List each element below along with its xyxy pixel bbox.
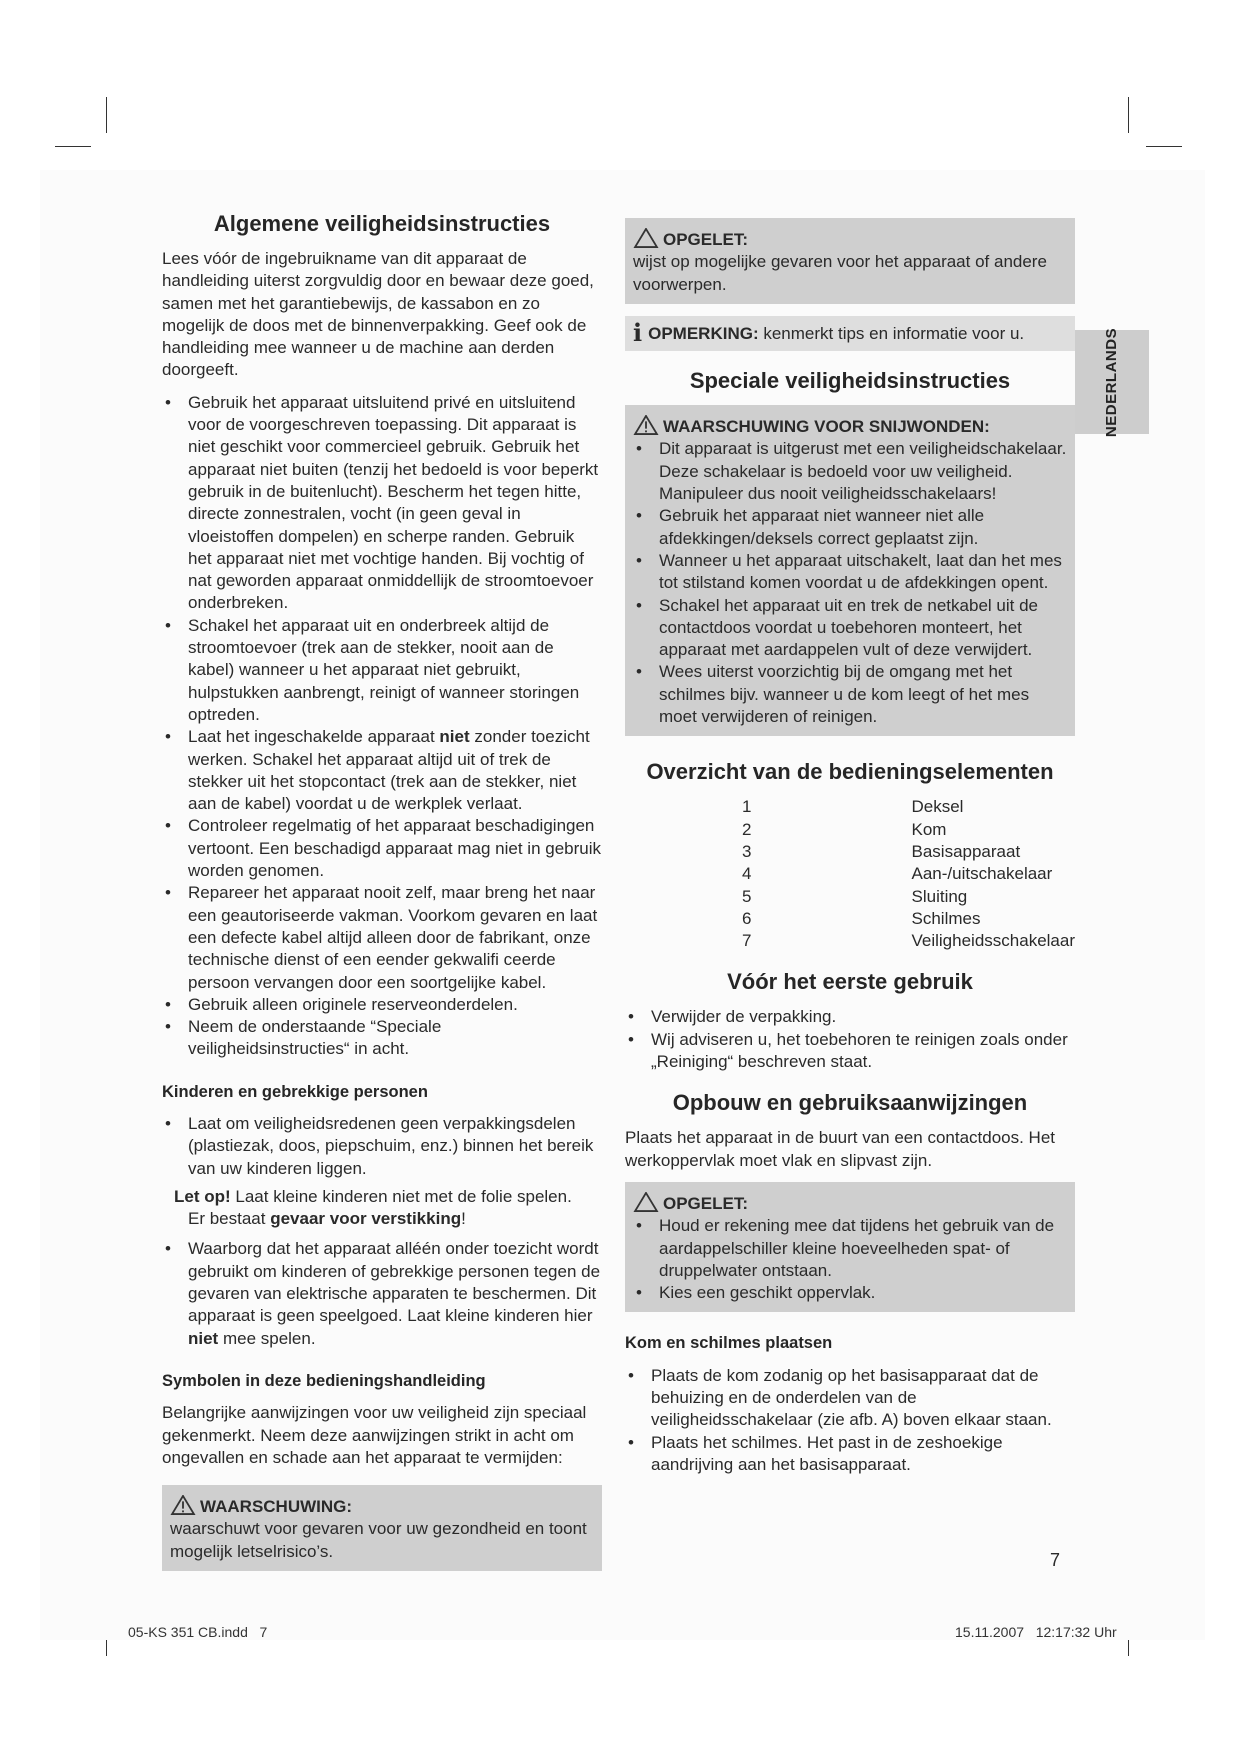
warning-box: WAARSCHUWING: waarschuwt voor gevaren voor uw gezondheid en toont mogelijk letselrisico’s. — [162, 1485, 602, 1571]
bowl-section-title: Kom en schilmes plaatsen — [625, 1334, 833, 1353]
cut-warning-box: WAARSCHUWING VOOR SNIJWONDEN: • Dit apparaat is uitgerust met een veiligheidschakelaar. Deze schakelaar is bedoeld voor uw veiligheid. Manipuleer dus nooit veiligheidsschakelaars! • Gebruik het apparaat niet wanneer niet alle afdekkingen/deksels correct geplaatst zijn. • Wanneer u het apparaat uitschakelt, laat dan het mes tot stilstand komen voordat u de afdekkingen opent. • Schakel het apparaat uit en trek de netkabel uit de contactdoos voordat u toebehoren monteert, het apparaat met aardappelen vult of deze verwijdert. • Wees uiterst voorzichtig bij de omgang met het schilmes bijv. wanneer u de kom leegt of het mes moet verwijderen of reinigen. — [625, 405, 1075, 736]
setup-paragraph: Plaats het apparaat in de buurt van een contactdoos. Het werkoppervlak moet vlak en slipvast zijn. — [625, 1128, 1056, 1170]
list-item: • Houd er rekening mee dat tijdens het gebruik van de aardappelschiller kleine hoeveelheden spat- of druppelwater ontstaan. — [636, 1216, 1055, 1280]
intro-paragraph: Lees vóór de ingebruikname van dit apparaat de handleiding uiterst zorgvuldig door en bewaar deze goed, samen met het garantiebewijs, de kassabon en zo mogelijk de doos met de binnenverpakking. Geef ook de handleiding mee wanneer u de machine aan derden doorgeeft. — [162, 249, 594, 380]
list-item: • Repareer het apparaat nooit zelf, maar breng het naar een geautoriseerde vakman. Voorkom gevaren en laat een defecte kabel altijd alleen door de fabrikant, onze technische dienst of een eender gekwalifi ceerde persoon vervangen door een soortgelijke kabel. — [165, 883, 598, 992]
list-item: • Wees uiterst voorzichtig bij de omgang met het schilmes bijv. wanneer u de kom leegt of het mes moet verwijderen of reinigen. — [636, 662, 1030, 727]
info-icon: i — [633, 317, 643, 347]
children-list — [162, 1113, 602, 1180]
page-number: 7 — [1050, 1550, 1061, 1570]
list-item: • Dit apparaat is uitgerust met een veiligheidschakelaar. Deze schakelaar is bedoeld voor uw veiligheid. Manipuleer dus nooit veiligheidsschakelaars! — [636, 439, 1067, 504]
caution-text: wijst op mogelijke gevaren voor het apparaat of andere voorwerpen. — [633, 252, 1047, 294]
table-row: 4 Aan-/uitschakelaar — [742, 864, 1053, 884]
symbols-paragraph: Belangrijke aanwijzingen voor uw veiligheid zijn speciaal gekenmerkt. Neem deze aanwijzingen strikt in acht om ongevallen en schade aan het apparaat te vermijden: — [162, 1403, 587, 1467]
list-item: • Schakel het apparaat uit en trek de netkabel uit de contactdoos voordat u toebehoren monteert, het apparaat met aardappelen vult of deze verwijdert. — [636, 595, 1038, 660]
list-item: • Kies een geschikt oppervlak. — [636, 1283, 876, 1303]
general-safety-title: Algemene veiligheidsinstructies — [213, 211, 551, 236]
table-row: 1 Deksel — [742, 797, 964, 817]
list-item: • Gebruik alleen originele reserveonderdelen. — [165, 994, 518, 1014]
list-item: • Wanneer u het apparaat uitschakelt, laat dan het mes tot stilstand komen voordat u de afdekkingen opent. — [636, 550, 1062, 593]
special-safety-title: Speciale veiligheidsinstructies — [689, 368, 1011, 394]
list-item: • Controleer regelmatig of het apparaat beschadigingen vertoont. Een beschadigd apparaat mag niet in gebruik worden genomen. — [165, 816, 601, 881]
caution2-list — [633, 1215, 1067, 1304]
overview-title: Overzicht van de bedieningselementen — [646, 759, 1054, 785]
warning-triangle-icon — [633, 415, 659, 435]
first-use-list — [625, 1006, 1075, 1073]
language-tab-label: NEDERLANDS — [1103, 327, 1121, 437]
list-item: • Gebruik het apparaat uitsluitend privé en uitsluitend voor de voorgeschreven toepassing. Dit apparaat is niet geschikt voor commercieel gebruik. Gebruik het apparaat niet buiten (tenzij het bedoeld is voor beperkt gebruik in de buitenlucht). Bescherm het tegen hitte, directe zonnestralen, vocht (in geen geval in vloeistoffen dompelen) en scherpe randen. Gebruik het apparaat niet met vochtige handen. Bij vochtig of nat geworden apparaat onmiddellijk de stroomtoevoer onderbreken. — [165, 392, 599, 613]
symbols-section-title: Symbolen in deze bedieningshandleiding — [162, 1371, 486, 1390]
list-item: • Laat om veiligheidsredenen geen verpakkingsdelen (plastiezak, doos, piepschuim, enz.) binnen het bereik van uw kinderen liggen. — [165, 1113, 594, 1178]
caution-triangle-icon — [633, 228, 659, 248]
children-section-title: Kinderen en gebrekkige personen — [162, 1082, 428, 1101]
bowl-list — [625, 1365, 1075, 1476]
table-row: 5 Sluiting — [742, 886, 968, 906]
list-item: • Laat het ingeschakelde apparaat niet zonder toezicht werken. Schakel het apparaat altijd uit of trek de stekker uit het stopcontact (trek aan de stekker, niet aan de kabel) voordat u de werkplek verlaat. — [165, 727, 590, 814]
crop-mark — [1146, 146, 1182, 147]
list-item: • Wij adviseren u, het toebehoren te reinigen zoals onder „Reiniging“ beschreven staat. — [628, 1029, 1068, 1072]
footer-file: 05-KS 351 CB.indd 7 — [128, 1624, 268, 1640]
table-row: 2 Kom — [742, 819, 947, 839]
caution-triangle-icon — [633, 1192, 659, 1212]
first-use-title: Vóór het eerste gebruik — [727, 969, 973, 995]
note-box: i OPMERKING: kenmerkt tips en informatie voor u. — [625, 316, 1075, 351]
let-op-note: Let op! Laat kleine kinderen niet met de folie spelen. Er bestaat gevaar voor verstikking! — [174, 1186, 572, 1229]
left-column — [162, 210, 602, 1583]
crop-mark — [106, 97, 107, 133]
list-item: • Verwijder de verpakking. — [628, 1007, 837, 1027]
crop-mark — [1128, 97, 1129, 133]
children-list-2 — [162, 1238, 602, 1349]
caution-box-2: OPGELET: • Houd er rekening mee dat tijdens het gebruik van de aardappelschiller kleine hoeveelheden spat- of druppelwater ontstaan. • Kies een geschikt oppervlak. — [625, 1182, 1075, 1312]
warning-text: waarschuwt voor gevaren voor uw gezondheid en toont mogelijk letselrisico’s. — [170, 1519, 587, 1561]
list-item: • Plaats het schilmes. Het past in de zeshoekige aandrijving aan het basisapparaat. — [628, 1432, 1003, 1474]
caution-box: OPGELET: wijst op mogelijke gevaren voor het apparaat of andere voorwerpen. — [625, 218, 1075, 304]
language-tab — [1075, 327, 1149, 437]
general-safety-list — [162, 392, 602, 1061]
crop-mark — [55, 146, 91, 147]
list-item: • Gebruik het apparaat niet wanneer niet alle afdekkingen/deksels correct geplaatst zijn. — [636, 506, 985, 548]
footer-timestamp: 15.11.2007 12:17:32 Uhr — [955, 1624, 1117, 1640]
table-row: 7 Veiligheidsschakelaar — [742, 931, 1075, 951]
list-item: • Schakel het apparaat uit en onderbreek altijd de stroomtoevoer (trek aan de stekker, nooit aan de kabel) wanneer u het apparaat niet gebruikt, hulpstukken aanbrengt, reinigt of wanneer storingen optreden. — [165, 615, 580, 724]
cut-warning-list — [633, 438, 1067, 728]
list-item: • Neem de onderstaande “Speciale veiligheidsinstructies“ in acht. — [165, 1017, 442, 1059]
warning-triangle-icon — [170, 1495, 196, 1515]
table-row: 6 Schilmes — [742, 908, 981, 928]
list-item: • Waarborg dat het apparaat alléén onder toezicht wordt gebruikt om kinderen of gebrekkige personen tegen de gevaren van elektrische apparaten te beschermen. Dit apparaat is geen speelgoed. Laat kleine kinderen hier niet mee spelen. — [165, 1239, 601, 1348]
setup-title: Opbouw en gebruiksaanwijzingen — [672, 1090, 1028, 1116]
parts-table — [625, 796, 1075, 952]
list-item: • Plaats de kom zodanig op het basisapparaat dat de behuizing en de onderdelen van de veiligheidsschakelaar (zie afb. A) boven elkaar staan. — [628, 1365, 1052, 1430]
table-row: 3 Basisapparaat — [742, 841, 1021, 861]
right-column — [625, 218, 1075, 1482]
